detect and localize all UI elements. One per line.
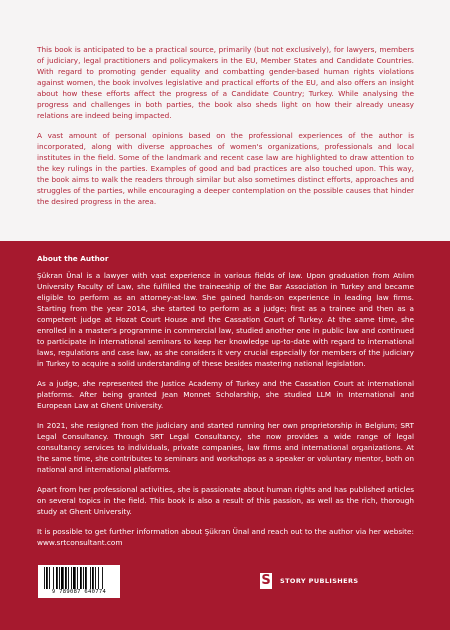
barcode-stripe [85,567,87,589]
author-bio [37,253,414,557]
blurb-paragraph: This book is anticipated to be a practical source, primarily (but not exclusively), for lawyers, members of judiciary, legal practitioners and policymakers in the EU, Member States and Candidate Countries. With regard to promoting gender equality and combatting gender-based human rights violations against women, the book involves legislative and practical efforts of the EU, and also offers an insight about how these efforts affect the progress of a Candidate Country; Turkey. While analysing the progress and challenges in both parties, the book also sheds light on how their already uneasy relations are indeed being impacted. [37,45,414,120]
barcode-stripe [98,567,99,589]
barcode-stripe [46,567,48,589]
barcode-stripe [92,567,94,589]
barcode-stripe [59,567,60,589]
barcode-stripe [56,567,58,589]
barcode-stripe [44,567,45,589]
author-paragraph: It is possible to get further information about Şükran Ünal and reach out to the author via her website: www.srtconsultant.com [37,527,414,547]
barcode-stripe [73,567,76,589]
barcode-bars [44,567,116,589]
isbn-number: 9 789087 640774 [51,589,107,595]
barcode-stripe [68,567,69,589]
barcode-stripe [49,567,50,589]
barcode-stripe [53,567,54,589]
blurb-text [37,44,414,216]
blurb-section [0,0,450,241]
author-paragraph: As a judge, she represented the Justice Academy of Turkey and the Cassation Court at international platforms. After being granted Jean Monnet Scholarship, she studied LLM in International and European Law at Ghent University. [37,379,414,410]
barcode-stripe [95,567,96,589]
author-heading: About the Author [37,254,109,263]
barcode-stripe [71,567,72,589]
author-paragraph: Apart from her professional activities, she is passionate about human rights and has published articles on several topics in the field. This book is also a result of this passion, as well as the rich, thorough study at Ghent University. [37,485,414,516]
blurb-paragraph: A vast amount of personal opinions based on the professional experiences of the author is incorporated, along with diverse approaches of women's organizations, professionals and local institutes in the field. Some of the landmark and recent case law are highlighted to draw attention to the key rulings in the parties. Examples of good and bad practices are also touched upon. This way, the book aims to walk the readers through similar but also sometimes distinct efforts, approaches and struggles of the parties, while encouraging a deeper contemplation on the possible causes that hinder the desired progress in the area. [37,131,414,206]
barcode-stripe [83,567,84,589]
barcode-stripe [80,567,82,589]
barcode-stripe [61,567,64,589]
barcode-stripe [90,567,91,589]
publisher-block [260,573,358,589]
author-paragraph: In 2021, she resigned from the judiciary and started running her own proprietorship in Belgium; SRT Legal Consultancy. Through SRT Legal Consultancy, she now provides a wide range of legal consultancy services to individuals, private companies, law firms and international organizations. At the same time, she contributes to seminars and workshops as a speaker or voluntary mentor, both on national and international platforms. [37,421,414,474]
barcode-stripe [77,567,78,589]
barcode-stripe [65,567,67,589]
isbn-barcode [38,565,120,598]
author-paragraph: Şükran Ünal is a lawyer with vast experience in various fields of law. Upon graduation from Atılım University Faculty of Law, she fulfilled the traineeship of the Bar Association in Turkey and became eligible to perform as an attorney-at-law. She gained hands-on experience in leading law firms. Starting from the year 2014, she started to perform as a judge; first as a trainee and then as a competent judge at Hozat Court House and the Cassation Court of Turkey. At the same time, she enrolled in a master's programme in commercial law, studied another one in public law and continued to participate in international seminars to keep her knowledge up-to-date with regard to international laws, regulations and case law, as she considers it very crucial especially for members of the judiciary in Turkey to acquire a solid understanding of these besides mastering national legislation. [37,271,414,368]
publisher-logo-icon: S [261,573,271,588]
publisher-name: STORY PUBLISHERS [280,577,359,585]
barcode-stripe [102,567,103,589]
